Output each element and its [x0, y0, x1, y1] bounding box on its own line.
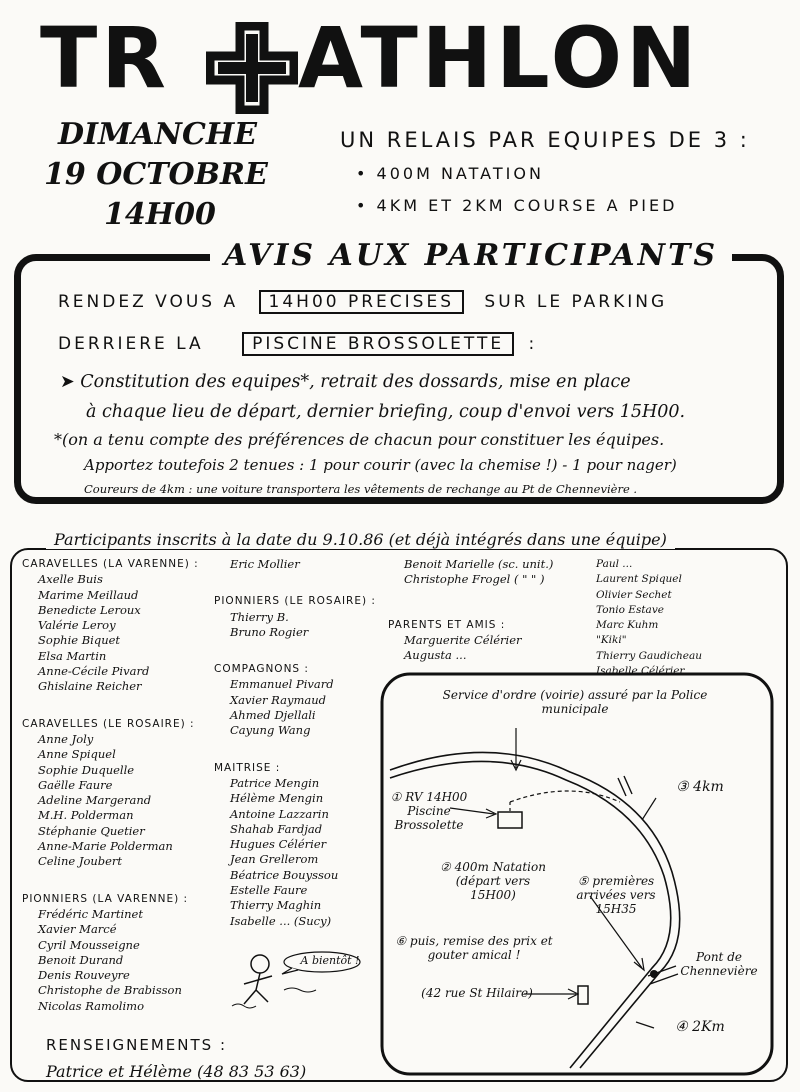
map-pont: Pont de Chennevière: [680, 950, 758, 978]
participant-name: Estelle Faure: [230, 883, 308, 898]
participant-name: Elsa Martin: [38, 648, 107, 663]
group-heading: PIONNIERS (LE ROSAIRE) :: [214, 595, 376, 608]
participant-name: Xavier Raymaud: [230, 692, 326, 707]
avis-title: AVIS AUX PARTICIPANTS: [210, 238, 732, 273]
participant-name: Cayung Wang: [230, 723, 311, 738]
participant-name: Bruno Rogier: [230, 624, 309, 639]
group-heading: COMPAGNONS :: [214, 663, 309, 676]
participant-name: Adeline Margerand: [38, 793, 152, 808]
participant-name: Stéphanie Quetier: [38, 823, 145, 838]
participant-name: Sophie Duquelle: [38, 762, 135, 777]
rendezvous-line: RENDEZ VOUS A 14H00 PRECISES SUR LE PARKING: [58, 292, 668, 312]
participant-name: Patrice Mengin: [230, 775, 320, 790]
participant-name: Anne-Cécile Pivard: [38, 664, 150, 679]
participant-name: Olivier Sechet: [596, 588, 672, 601]
map-4km: ③ 4km: [676, 779, 724, 795]
event-time: 14H00: [104, 197, 216, 232]
pool-box: PISCINE BROSSOLETTE: [242, 332, 514, 356]
participant-name: Ahmed Djellali: [230, 708, 316, 723]
map-swim: ② 400m Natation (départ vers 15H00): [440, 860, 546, 902]
participant-name: Augusta ...: [404, 648, 467, 663]
participant-name: Denis Rouveyre: [38, 968, 130, 983]
participant-name: Tonio Estave: [596, 603, 664, 616]
info-label: RENSEIGNEMENTS :: [46, 1036, 228, 1054]
participant-name: Thierry Gaudicheau: [596, 649, 703, 662]
participant-name: Paul ...: [596, 558, 633, 570]
map-2km: ④ 2Km: [675, 1019, 725, 1035]
participant-name: Antoine Lazzarin: [230, 806, 329, 821]
arrow-icon: ➤: [60, 372, 75, 392]
cross-icon: [206, 22, 298, 114]
participant-name: Isabelle ... (Sucy): [230, 913, 332, 928]
participant-name: Axelle Buis: [38, 572, 103, 587]
participant-name: Hugues Célérier: [230, 837, 327, 852]
time-box: 14H00 PRECISES: [259, 290, 464, 314]
participant-name: Ghislaine Reicher: [38, 679, 142, 694]
participants-title: Participants inscrits à la date du 9.10.86 (et déjà intégrés dans une équipe): [46, 530, 675, 549]
group-heading: CARAVELLES (LE ROSAIRE) :: [22, 717, 195, 730]
runners-note: Coureurs de 4km : une voiture transportera les vêtements de rechange au Pt de Chennevière .: [84, 482, 638, 496]
map-premieres: ⑤ premières arrivées vers 15H35: [576, 874, 656, 916]
participant-name: Eric Mollier: [230, 557, 300, 571]
participant-name: Anne Joly: [38, 731, 94, 746]
constitution-line-2: à chaque lieu de départ, dernier briefing, coup d'envoi vers 15H00.: [86, 402, 686, 422]
participant-name: Marguerite Célérier: [404, 632, 522, 647]
participant-name: Cyril Mousseigne: [38, 937, 140, 952]
participant-name: Isabelle Célérier: [596, 665, 685, 678]
participant-name: Emmanuel Pivard: [230, 677, 334, 692]
bring-note: Apportez toutefois 2 tenues : 1 pour courir (avec la chemise !) - 1 pour nager): [84, 456, 677, 474]
participant-name: Celine Joubert: [38, 854, 123, 869]
group-heading: CARAVELLES (LA VARENNE) :: [22, 558, 199, 570]
participant-name: Hélème Mengin: [230, 791, 324, 806]
location-line: DERRIERE LA PISCINE BROSSOLETTE :: [58, 334, 538, 354]
constitution-line: ➤ Constitution des equipes*, retrait des dossards, mise en place: [60, 372, 631, 392]
participant-name: Christophe Frogel ( " " ): [404, 572, 545, 587]
map-prix: ⑥ puis, remise des prix et gouter amical !: [395, 934, 553, 962]
group-heading: MAITRISE :: [214, 761, 281, 774]
participant-name: Shahab Fardjad: [230, 821, 323, 836]
participant-name: Thierry Maghin: [230, 898, 322, 913]
group-heading: PARENTS ET AMIS :: [388, 618, 506, 631]
participant-name: M.H. Polderman: [38, 808, 134, 823]
title-athlon: ATHLON: [298, 9, 701, 107]
teams-note: *(on a tenu compte des préférences de chacun pour constituer les équipes.: [54, 430, 665, 449]
map-address: (42 rue St Hilaire): [421, 986, 533, 1000]
event-day: DIMANCHE: [58, 117, 258, 152]
group-heading: PIONNIERS (LA VARENNE) :: [22, 892, 189, 905]
participant-name: Xavier Marcé: [38, 922, 117, 937]
participant-name: Benoit Durand: [38, 952, 124, 967]
participant-name: Marime Meillaud: [38, 587, 139, 602]
participant-name: Sophie Biquet: [38, 633, 121, 648]
participant-name: Anne Spiquel: [38, 747, 116, 762]
participant-name: Valérie Leroy: [38, 618, 116, 633]
participants-col-1: [22, 557, 212, 1014]
participant-name: Marc Kuhm: [596, 619, 659, 632]
participant-name: Laurent Spiquel: [596, 573, 682, 586]
leg-item: • 400M NATATION: [356, 164, 544, 183]
participant-name: Thierry B.: [230, 609, 289, 624]
map-rv: ① RV 14H00 Piscine Brossolette: [390, 790, 468, 832]
leg-item: • 4KM ET 2KM COURSE A PIED: [356, 196, 678, 215]
participant-name: Christophe de Brabisson: [38, 983, 182, 998]
participant-name: Béatrice Bouyssou: [230, 867, 339, 882]
participant-name: Benoit Marielle (sc. unit.): [404, 557, 554, 571]
participant-name: Benedicte Leroux: [38, 602, 141, 617]
event-date: 19 OCTOBRE: [44, 157, 268, 192]
participant-name: "Kiki": [596, 634, 627, 647]
participant-name: Gaëlle Faure: [38, 777, 113, 792]
participant-name: Nicolas Ramolimo: [38, 998, 144, 1013]
participant-name: Anne-Marie Polderman: [38, 839, 173, 854]
participants-col-2: [214, 557, 384, 929]
participant-name: Jean Grellerom: [230, 852, 319, 867]
speech-bubble-text: A bientôt !: [300, 954, 360, 967]
leg-run: 4KM ET 2KM COURSE A PIED: [376, 196, 678, 215]
participant-name: Frédéric Martinet: [38, 906, 143, 921]
relay-heading: UN RELAIS PAR EQUIPES DE 3 :: [340, 128, 750, 152]
participants-col-3: [388, 557, 584, 663]
title-tr: TR: [40, 9, 170, 107]
leg-swim: 400M NATATION: [376, 164, 544, 183]
participants-col-4: [580, 557, 780, 679]
info-contact: Patrice et Hélème (48 83 53 63): [46, 1062, 307, 1081]
map-service: Service d'ordre (voirie) assuré par la Police municipale: [442, 688, 708, 716]
